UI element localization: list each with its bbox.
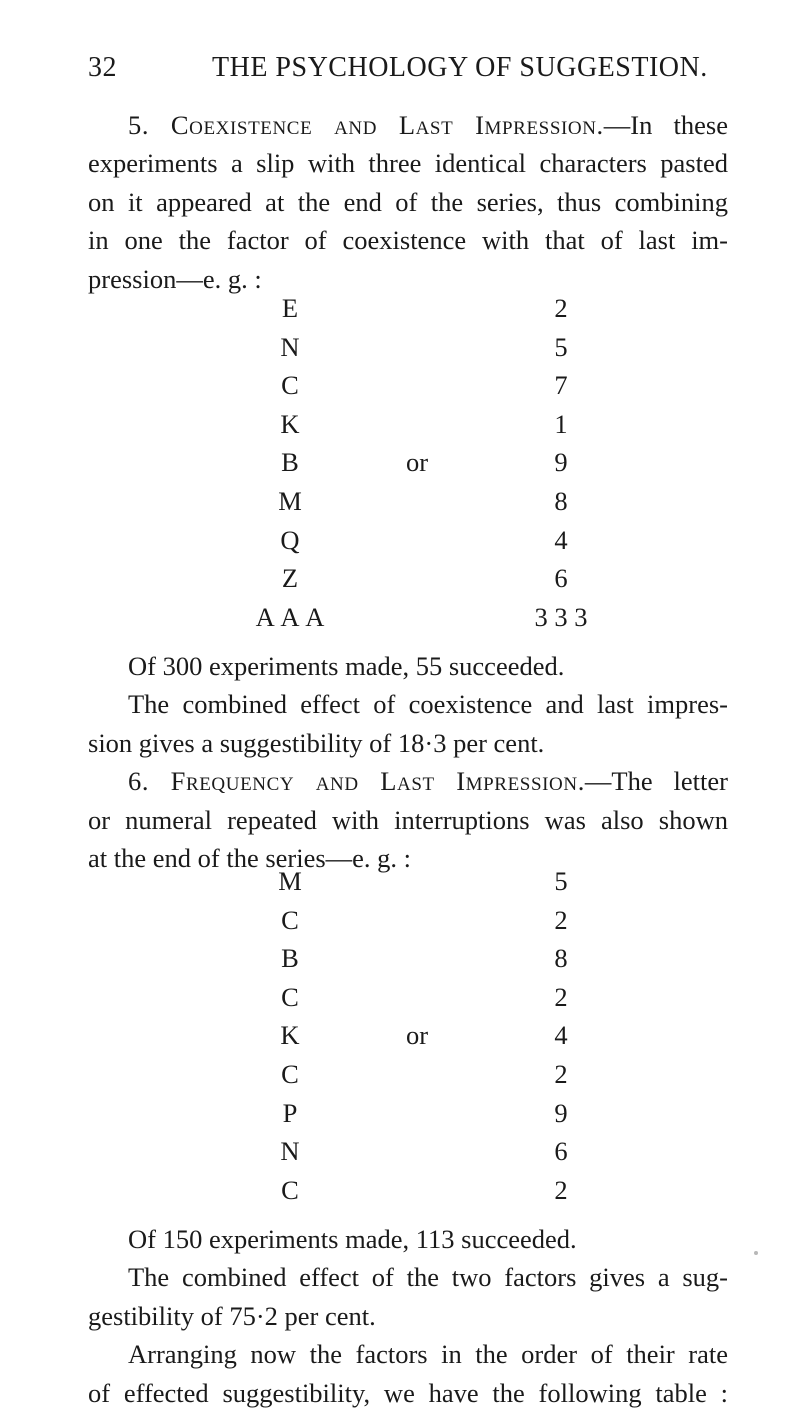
section5-paragraph <box>88 106 728 298</box>
result-line: Of 150 experiments made, 113 succeeded. <box>128 1224 577 1254</box>
table-cell: 1 <box>554 408 568 439</box>
table-cell: 2 <box>554 1174 568 1205</box>
table-cell: 9 <box>554 447 568 478</box>
page-number: 32 <box>88 52 117 83</box>
section6-first-line <box>88 762 728 800</box>
table-cell: C <box>281 1174 299 1205</box>
table-cell: 6 <box>554 563 568 594</box>
table-cell: B <box>281 943 299 974</box>
table-cell: M <box>278 866 302 896</box>
section5-result <box>88 647 728 877</box>
table-cell: M <box>278 485 302 516</box>
table-cell: 2 <box>554 1058 568 1089</box>
section5-heading: 5. Coexistence and Last Impression. <box>128 110 604 140</box>
table-cell: K <box>280 408 300 439</box>
result-line: gestibility of 75·2 per cent. <box>88 1300 376 1331</box>
result-line: of effected suggestibility, we have the following table : <box>88 1377 728 1408</box>
section5-line: pression—e. g. : <box>88 263 262 294</box>
table-cell: E <box>281 293 299 323</box>
table-cell: 2 <box>554 981 568 1012</box>
section6-line-0: —The letter <box>584 766 728 797</box>
table-cell: 8 <box>554 943 568 974</box>
section6-number-column <box>546 862 576 1209</box>
table-cell: C <box>281 904 299 935</box>
table-cell: Z <box>281 563 299 594</box>
section6-result <box>88 1220 728 1412</box>
section6-line: or numeral repeated with interruptions was also shown <box>88 804 728 835</box>
table-cell: C <box>281 370 299 401</box>
table-cell: C <box>281 1058 299 1089</box>
table-cell: N <box>280 331 300 362</box>
table-cell: 4 <box>554 1020 568 1051</box>
section5-line: experiments a slip with three identical characters pasted <box>88 148 728 179</box>
table-cell: P <box>282 1097 298 1128</box>
section5-line-0: —In these <box>603 110 728 140</box>
table-cell: A A A <box>255 601 325 632</box>
page-header <box>88 52 728 92</box>
table-cell: 3 3 3 <box>534 601 588 632</box>
table-cell: 2 <box>554 904 568 935</box>
table-cell: B <box>281 447 299 478</box>
section6-letter-column <box>270 862 310 1209</box>
section6-heading: 6. Frequency and Last Impression. <box>128 766 585 797</box>
result-line: Of 300 experiments made, 55 succeeded. <box>128 651 565 681</box>
section6-line: at the end of the series—e. g. : <box>88 843 412 874</box>
ink-speck <box>754 1251 758 1255</box>
table-cell: 6 <box>554 1136 568 1167</box>
table-cell: C <box>281 981 299 1012</box>
table-cell: 5 <box>554 866 568 896</box>
section6-or: or <box>406 1020 429 1050</box>
table-cell: 4 <box>554 524 568 555</box>
table-cell: 8 <box>554 485 568 516</box>
table-cell: 5 <box>554 331 568 362</box>
running-head: THE PSYCHOLOGY OF SUGGESTION. <box>212 52 708 83</box>
section5-line: on it appeared at the end of the series, thus combining <box>88 186 728 217</box>
table-cell: 2 <box>554 293 568 323</box>
result-line: The combined effect of coexistence and last impres- <box>128 689 728 720</box>
table-cell: 7 <box>554 370 568 401</box>
result-line: The combined effect of the two factors gives a sug- <box>128 1262 728 1293</box>
section5-first-line <box>88 106 728 144</box>
section5-letter-column <box>255 289 325 636</box>
table-cell: Q <box>280 524 300 555</box>
result-line: sion gives a suggestibility of 18·3 per cent. <box>88 727 545 758</box>
table-cell: 9 <box>554 1097 568 1128</box>
section5-or: or <box>406 447 429 477</box>
section5-number-column <box>534 289 588 636</box>
table-cell: N <box>280 1136 300 1167</box>
result-line: Arranging now the factors in the order of their rate <box>128 1339 728 1370</box>
section5-line: in one the factor of coexistence with that of last im- <box>88 225 728 256</box>
table-cell: K <box>280 1020 300 1051</box>
